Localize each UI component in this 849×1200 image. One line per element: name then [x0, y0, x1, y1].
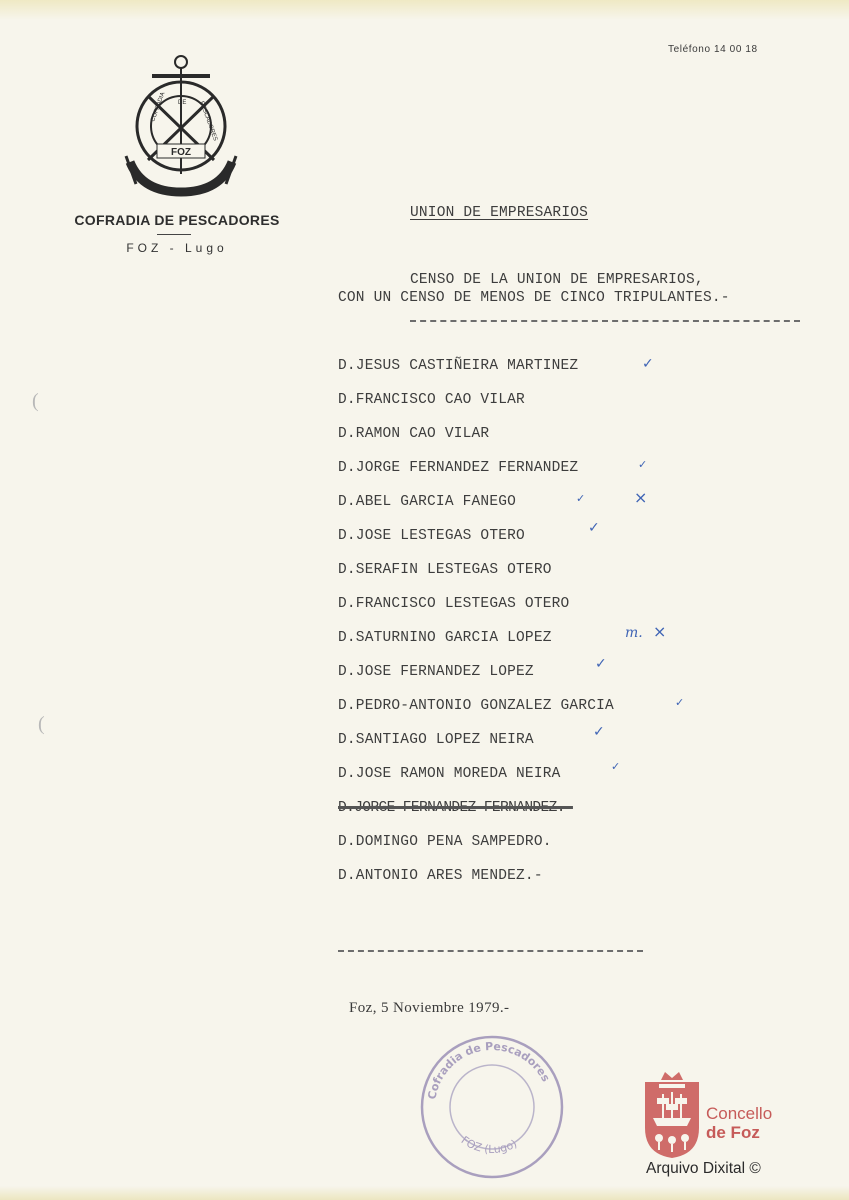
organization-name: COFRADIA DE PESCADORES	[74, 212, 280, 228]
bottom-dashed-rule	[338, 950, 643, 952]
list-item: D.FRANCISCO LESTEGAS OTERO	[338, 596, 570, 612]
cofradia-stamp-icon	[415, 1030, 570, 1185]
concello-foz-name	[706, 1104, 772, 1142]
checkmark-icon: ✓	[593, 724, 605, 740]
checkmark-icon: ✓	[675, 696, 685, 709]
handwritten-note: m.	[625, 625, 643, 641]
checkmark-icon: ✓	[588, 520, 600, 536]
list-item: D.JOSE LESTEGAS OTERO	[338, 528, 525, 544]
list-item: D.JOSE FERNANDEZ LOPEZ	[338, 664, 534, 680]
list-item: D.RAMON CAO VILAR	[338, 426, 490, 442]
checkmark-icon: ✓	[595, 656, 607, 672]
checkmark-icon: ✓	[576, 492, 586, 505]
list-item: D.SATURNINO GARCIA LOPEZ	[338, 630, 552, 646]
intro-line-2: CON UN CENSO DE MENOS DE CINCO TRIPULANTES.-	[338, 290, 730, 306]
top-dashed-rule	[410, 320, 800, 322]
stamp-bottom-text: FOZ (Lugo)	[458, 1133, 520, 1157]
checkmark-icon: ✓	[611, 760, 621, 773]
checkmark-icon: ✓	[638, 458, 648, 471]
list-item: D.JOSE RAMON MOREDA NEIRA	[338, 766, 561, 782]
margin-mark: (	[32, 390, 39, 412]
list-item: D.JORGE FERNANDEZ FERNANDEZ	[338, 460, 579, 476]
organization-divider	[157, 234, 191, 235]
emblem-cofradia-label: COFRADIA	[150, 91, 167, 123]
stamp-top-text: Cofradia de Pescadores	[425, 1039, 553, 1101]
list-item: D.DOMINGO PENA SAMPEDRO.	[338, 834, 552, 850]
concello-label: Concello	[706, 1104, 773, 1123]
concello-foz-logo-icon	[641, 1070, 703, 1160]
list-item: D.ABEL GARCIA FANEGO	[338, 494, 517, 510]
de-foz-label: de Foz	[706, 1123, 760, 1142]
organization-city: FOZ - Lugo	[126, 241, 228, 255]
svg-text:Cofradia de Pescadores	[425, 1040, 552, 1101]
document-heading: UNION DE EMPRESARIOS	[410, 205, 589, 221]
archive-credit: Arquivo Dixital ©	[646, 1160, 761, 1177]
intro-line-1: CENSO DE LA UNION DE EMPRESARIOS,	[410, 272, 704, 288]
paper-edge-bottom	[0, 1186, 849, 1200]
list-item: D.SERAFIN LESTEGAS OTERO	[338, 562, 552, 578]
emblem-foz-label: FOZ	[171, 147, 191, 158]
struck-list-item: D.JORGE FERNANDEZ FERNANDEZ.-	[338, 800, 573, 816]
svg-text:FOZ (Lugo)	[459, 1134, 520, 1156]
cross-mark-icon: ×	[653, 622, 667, 641]
phone-number: Teléfono 14 00 18	[668, 44, 758, 55]
names-list	[338, 356, 614, 900]
cofradia-emblem-icon	[122, 52, 240, 202]
list-item: D.FRANCISCO CAO VILAR	[338, 392, 525, 408]
emblem-de-label: DE	[178, 100, 187, 106]
margin-mark: (	[38, 713, 45, 735]
emblem-pescadores-label: PESCADORES	[198, 100, 219, 142]
list-item: D.SANTIAGO LOPEZ NEIRA	[338, 732, 534, 748]
list-item: D.JESUS CASTIÑEIRA MARTINEZ	[338, 358, 579, 374]
paper-edge-top	[0, 0, 849, 20]
checkmark-icon: ✓	[642, 356, 654, 372]
list-item: D.ANTONIO ARES MENDEZ.-	[338, 868, 543, 884]
document-date: Foz, 5 Noviembre 1979.-	[349, 1000, 510, 1016]
list-item: D.PEDRO-ANTONIO GONZALEZ GARCIA	[338, 698, 614, 714]
cross-mark-icon: ×	[634, 488, 648, 507]
